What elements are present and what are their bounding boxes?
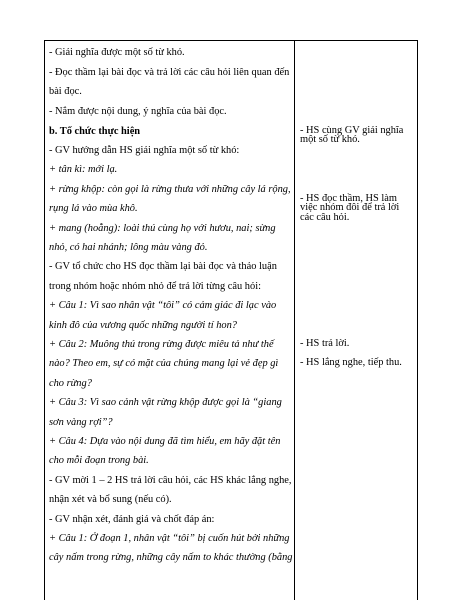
left-line-22: - GV mời 1 – 2 HS trả lời câu hỏi, các HS khác lắng nghe, (49, 475, 292, 486)
left-line-0: - Giải nghĩa được một số từ khó. (49, 47, 185, 58)
left-line-9: + mang (hoẵng): loài thú cùng họ với hươu, nai; sừng (49, 223, 276, 234)
left-line-8: rụng lá vào mùa khô. (49, 203, 138, 214)
left-line-13: + Câu 1: Vì sao nhân vật “tôi” có cảm giác đi lạc vào (49, 300, 277, 311)
left-line-21: cho mỗi đoạn trong bài. (49, 455, 149, 466)
left-line-11: - GV tổ chức cho HS đọc thầm lại bài đọc và thảo luận (49, 261, 277, 272)
left-line-10: nhỏ, có hai nhánh; lông màu vàng đỏ. (49, 242, 208, 253)
left-line-6: + tân kì: mới lạ. (49, 164, 118, 175)
left-line-25: + Câu 1: Ở đoạn 1, nhân vật “tôi” bị cuốn hút bởi những (49, 533, 290, 544)
left-line-4: b. Tổ chức thực hiện (49, 126, 141, 137)
left-line-19: sơn vàng rợi”? (49, 417, 113, 428)
right-line-5: - HS trả lời. (300, 338, 350, 349)
left-line-15: + Câu 2: Muông thú trong rừng được miêu tả như thế (49, 339, 274, 350)
left-line-23: nhận xét và bổ sung (nếu có). (49, 494, 172, 505)
left-line-17: cho rừng? (49, 378, 92, 389)
right-line-4: các câu hỏi. (300, 212, 350, 223)
left-line-2: bài đọc. (49, 86, 82, 97)
left-line-3: - Nắm được nội dung, ý nghĩa của bài đọc. (49, 106, 227, 117)
right-line-3: việc nhóm đôi để trả lời (300, 202, 400, 213)
right-line-2: - HS đọc thầm, HS làm (300, 193, 397, 204)
left-line-12: trong nhóm hoặc nhóm nhỏ để trả lời từng câu hỏi: (49, 281, 261, 292)
left-line-5: - GV hướng dẫn HS giải nghĩa một số từ khó: (49, 145, 240, 156)
left-line-26: cây nấm trong rừng, những cây nấm to khác thường (bằng (49, 552, 293, 563)
column-divider (294, 40, 295, 600)
right-line-0: - HS cùng GV giải nghĩa (300, 125, 404, 136)
right-line-6: - HS lắng nghe, tiếp thu. (300, 357, 402, 368)
left-line-24: - GV nhận xét, đánh giá và chốt đáp án: (49, 514, 215, 525)
left-line-16: nào? Theo em, sự có mặt của chúng mang lại vẻ đẹp gì (49, 358, 279, 369)
left-line-14: kinh đô của vương quốc những người tí hon? (49, 320, 237, 331)
left-line-7: + rừng khộp: còn gọi là rừng thưa với những cây lá rộng, (49, 184, 291, 195)
left-line-20: + Câu 4: Dựa vào nội dung đã tìm hiểu, em hãy đặt tên (49, 436, 281, 447)
left-line-18: + Câu 3: Vì sao cảnh vật rừng khộp được gọi là “giang (49, 397, 282, 408)
right-line-1: một số từ khó. (300, 134, 360, 145)
left-line-1: - Đọc thầm lại bài đọc và trả lời các câu hỏi liên quan đến (49, 67, 290, 78)
